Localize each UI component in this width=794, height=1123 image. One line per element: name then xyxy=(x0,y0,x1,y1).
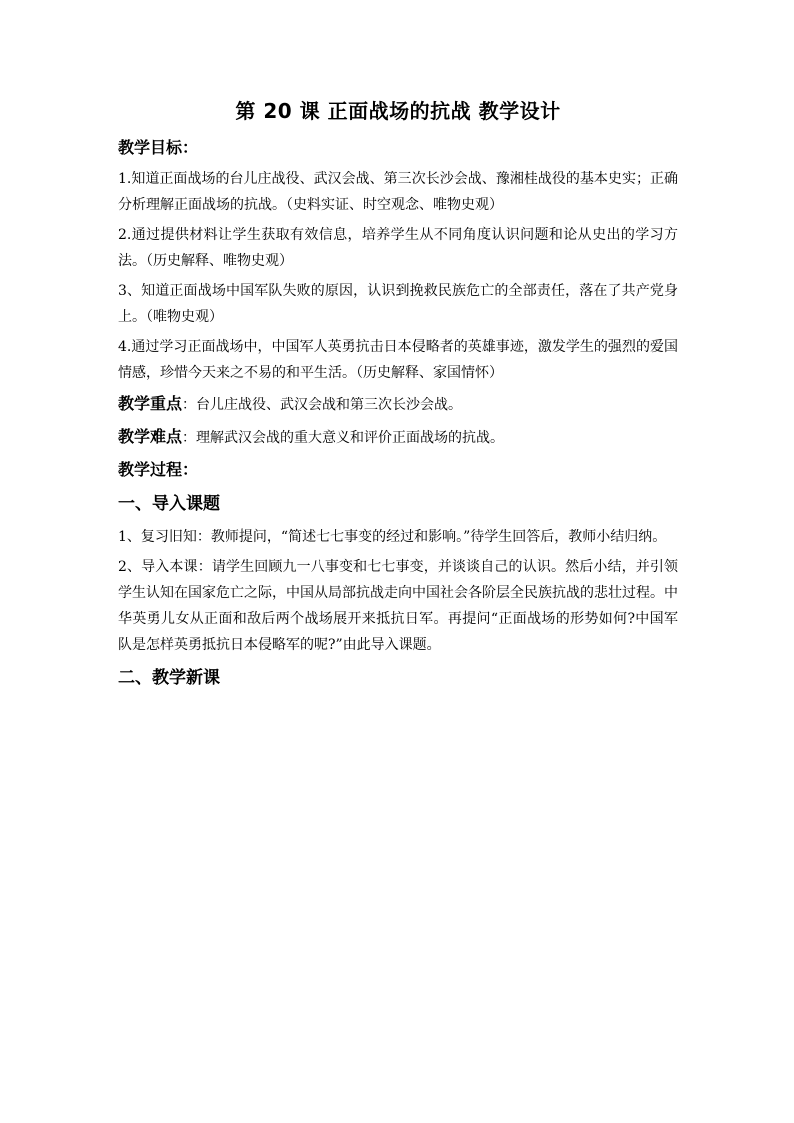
objective-item-3: 3、知道正面战场中国军队失败的原因，认识到挽救民族危亡的全部责任，落在了共产党身上。（唯物史观） xyxy=(118,283,678,325)
document-content xyxy=(118,96,678,698)
key-points-label: 教学重点 xyxy=(118,394,183,413)
intro-paragraph-2: 2、导入本课：请学生回顾九一八事变和七七事变，并谈谈自己的认识。然后小结，并引领学生认知在国家危亡之际，中国从局部抗战走向中国社会各阶层全民族抗战的悲壮过程。中华英勇儿女从正面和敌后两个战场展开来抵抗日军。再提问“正面战场的形势如何?中国军队是怎样英勇抵抗日本侵略军的呢?”由此导入课题。 xyxy=(118,559,678,653)
document-title: 第 20 课 正面战场的抗战 教学设计 xyxy=(235,99,561,123)
objective-item-1: 1.知道正面战场的台儿庄战役、武汉会战、第三次长沙会战、豫湘桂战役的基本史实；正确分析理解正面战场的抗战。（史料实证、时空观念、唯物史观） xyxy=(118,171,678,213)
difficulties-text: ：理解武汉会战的重大意义和评价正面战场的抗战。 xyxy=(182,430,505,446)
objective-item-4: 4.通过学习正面战场中，中国军人英勇抗击日本侵略者的英雄事迹，激发学生的强烈的爱国情感，珍惜今天来之不易的和平生活。（历史解释、家国情怀） xyxy=(118,339,678,381)
difficulties-label: 教学难点 xyxy=(118,427,183,446)
key-points-text: ：台儿庄战役、武汉会战和第三次长沙会战。 xyxy=(182,397,463,413)
intro-paragraph-1: 1、复习旧知：教师提问，“简述七七事变的经过和影响。”待学生回答后，教师小结归纳。 xyxy=(118,529,667,545)
difficulties-line xyxy=(118,423,678,452)
section-heading-intro: 一、导入课题 xyxy=(118,494,220,514)
key-points-line xyxy=(118,390,678,419)
objective-item-2: 2.通过提供材料让学生获取有效信息，培养学生从不同角度认识问题和论从史出的学习方法。（历史解释、唯物史观） xyxy=(118,227,678,269)
section-heading-new-lesson: 二、教学新课 xyxy=(118,668,220,688)
objectives-label: 教学目标： xyxy=(118,138,199,157)
process-label: 教学过程： xyxy=(118,460,199,479)
